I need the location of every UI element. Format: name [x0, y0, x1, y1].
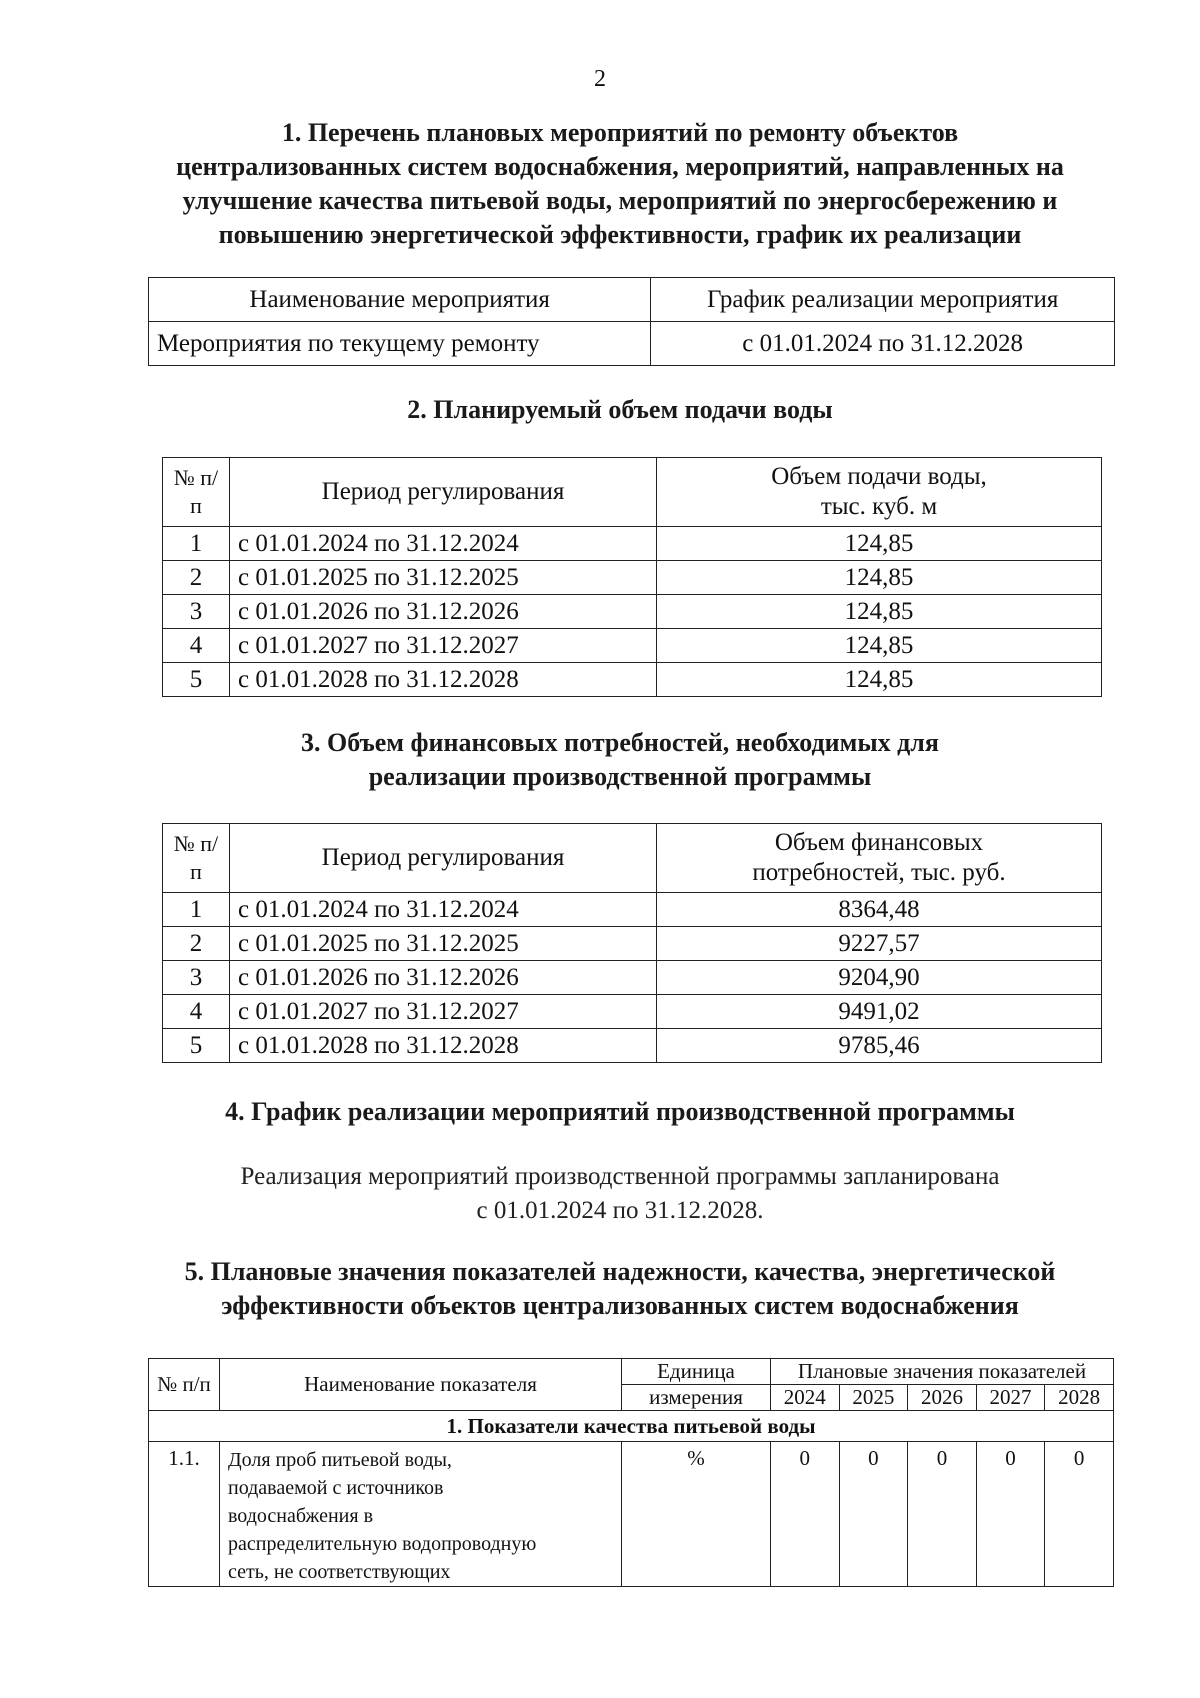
section-4-text-line: с 01.01.2024 по 31.12.2028. [476, 1197, 764, 1224]
row-number-cell: 2 [163, 561, 230, 595]
subsection-title: 1. Показатели качества питьевой воды [149, 1411, 1114, 1442]
table-header-row [149, 1359, 1114, 1385]
amount-cell: 9785,46 [657, 1029, 1102, 1063]
volume-cell: 124,85 [657, 629, 1102, 663]
amount-cell: 9491,02 [657, 995, 1102, 1029]
value-cell: 0 [771, 1442, 840, 1587]
activity-name-cell: Мероприятия по текущему ремонту [149, 322, 651, 366]
table-section-row [149, 1411, 1114, 1442]
table-row [163, 893, 1102, 927]
header-volume-line: Объем подачи воды, [771, 463, 987, 490]
header-year: 2027 [976, 1385, 1045, 1411]
value-cell: 0 [1045, 1442, 1114, 1587]
table-row [149, 322, 1115, 366]
period-cell: с 01.01.2025 по 31.12.2025 [230, 561, 657, 595]
row-number-cell: 3 [163, 961, 230, 995]
section-5-title [130, 1255, 1110, 1323]
table-row [163, 561, 1102, 595]
indicator-name-line: сеть, не соответствующих [228, 1561, 451, 1583]
header-financial-unit: потребностей, тыс. руб. [752, 859, 1006, 886]
period-cell: с 01.01.2024 по 31.12.2024 [230, 893, 657, 927]
section-1-title-line: централизованных систем водоснабжения, мероприятий, направленных на [176, 152, 1064, 181]
value-cell: 0 [908, 1442, 977, 1587]
table-row [163, 1029, 1102, 1063]
indicator-name-line: Доля проб питьевой воды, [228, 1449, 452, 1471]
header-year: 2024 [771, 1385, 840, 1411]
indicator-name-line: распределительную водопроводную [228, 1533, 537, 1555]
header-schedule: График реализации мероприятия [651, 278, 1115, 322]
section-4-text-line: Реализация мероприятий производственной программы запланирована [240, 1163, 1000, 1190]
header-period: Период регулирования [230, 824, 657, 893]
header-financial-line: Объем финансовых [774, 829, 984, 856]
header-period: Период регулирования [230, 458, 657, 527]
header-financial-needs [657, 824, 1102, 893]
header-unit: Единица [622, 1359, 771, 1385]
section-2-title: 2. Планируемый объем подачи воды [407, 395, 833, 424]
header-activity-name: Наименование мероприятия [149, 278, 651, 322]
amount-cell: 9204,90 [657, 961, 1102, 995]
period-cell: с 01.01.2026 по 31.12.2026 [230, 595, 657, 629]
table-row [163, 527, 1102, 561]
value-cell: 0 [839, 1442, 908, 1587]
table-row [163, 927, 1102, 961]
unit-cell: % [622, 1442, 771, 1587]
indicators-table [148, 1358, 1114, 1587]
section-3-title-line: реализации производственной программы [368, 762, 872, 791]
indicator-name-line: подаваемой с источников [228, 1477, 444, 1499]
value-cell: 0 [976, 1442, 1045, 1587]
section-1-title-line: улучшение качества питьевой воды, мероприятий по энергосбережению и [182, 186, 1058, 215]
header-row-number: № п/п [149, 1359, 220, 1411]
volume-cell: 124,85 [657, 595, 1102, 629]
section-1-title-line: повышению энергетической эффективности, график их реализации [218, 220, 1022, 249]
period-cell: с 01.01.2027 по 31.12.2027 [230, 629, 657, 663]
row-number-cell: 1 [163, 527, 230, 561]
header-row-number: № п/п [163, 824, 230, 893]
header-planned-values: Плановые значения показателей [771, 1359, 1114, 1385]
table-row [149, 1442, 1114, 1587]
volume-cell: 124,85 [657, 527, 1102, 561]
table-header-row [149, 278, 1115, 322]
volume-cell: 124,85 [657, 561, 1102, 595]
header-indicator-name: Наименование показателя [220, 1359, 622, 1411]
financial-needs-table [162, 823, 1102, 1063]
row-number-cell: 5 [163, 663, 230, 697]
row-number-cell: 2 [163, 927, 230, 961]
period-cell: с 01.01.2028 по 31.12.2028 [230, 1029, 657, 1063]
section-4-text [130, 1160, 1110, 1228]
section-5-title-line: 5. Плановые значения показателей надежности, качества, энергетической [184, 1257, 1056, 1286]
header-unit-measure: измерения [622, 1385, 771, 1411]
activity-schedule-cell: с 01.01.2024 по 31.12.2028 [651, 322, 1115, 366]
section-5-title-line: эффективности объектов централизованных систем водоснабжения [221, 1291, 1019, 1320]
header-row-number: № п/п [163, 458, 230, 527]
period-cell: с 01.01.2027 по 31.12.2027 [230, 995, 657, 1029]
volume-cell: 124,85 [657, 663, 1102, 697]
header-year: 2025 [839, 1385, 908, 1411]
table-header-row [163, 824, 1102, 893]
table-row [163, 629, 1102, 663]
row-number-cell: 5 [163, 1029, 230, 1063]
row-number-cell: 4 [163, 629, 230, 663]
period-cell: с 01.01.2026 по 31.12.2026 [230, 961, 657, 995]
section-1-title [130, 116, 1110, 252]
section-3-title-line: 3. Объем финансовых потребностей, необходимых для [301, 728, 939, 757]
header-year: 2026 [908, 1385, 977, 1411]
row-number-cell: 1 [163, 893, 230, 927]
header-volume [657, 458, 1102, 527]
table-row [163, 663, 1102, 697]
header-volume-unit: тыс. куб. м [820, 493, 938, 520]
header-year: 2028 [1045, 1385, 1114, 1411]
water-supply-volume-table [162, 457, 1102, 697]
page-number: 2 [594, 66, 606, 92]
activities-table [148, 277, 1115, 366]
amount-cell: 8364,48 [657, 893, 1102, 927]
row-number-cell: 1.1. [149, 1442, 220, 1587]
period-cell: с 01.01.2025 по 31.12.2025 [230, 927, 657, 961]
table-row [163, 595, 1102, 629]
table-row [163, 995, 1102, 1029]
section-1-title-line: 1. Перечень плановых мероприятий по ремонту объектов [281, 118, 959, 147]
row-number-cell: 3 [163, 595, 230, 629]
period-cell: с 01.01.2024 по 31.12.2024 [230, 527, 657, 561]
indicator-name-line: водоснабжения в [228, 1505, 374, 1527]
table-row [163, 961, 1102, 995]
period-cell: с 01.01.2028 по 31.12.2028 [230, 663, 657, 697]
amount-cell: 9227,57 [657, 927, 1102, 961]
row-number-cell: 4 [163, 995, 230, 1029]
section-3-title [130, 726, 1110, 794]
table-header-row [163, 458, 1102, 527]
section-4-title: 4. График реализации мероприятий производственной программы [225, 1097, 1015, 1126]
indicator-name-cell [220, 1442, 622, 1587]
